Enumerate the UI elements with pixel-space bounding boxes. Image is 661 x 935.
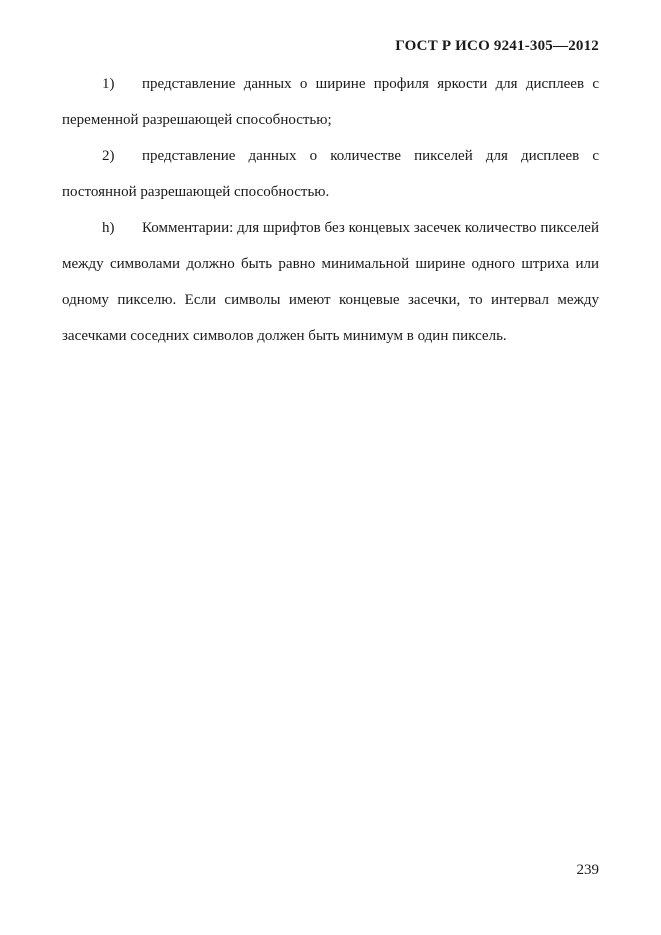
page-number: 239 bbox=[576, 862, 599, 878]
list-marker: h) bbox=[102, 220, 115, 236]
list-item-text: представление данных о количестве пикселей для дисплеев с постоянной разрешающей способностью. bbox=[62, 148, 599, 200]
list-item-text: представление данных о ширине профиля яркости для дисплеев с переменной разрешающей способностью; bbox=[62, 76, 599, 128]
list-item-text: Комментарии: для шрифтов без концевых засечек количество пикселей между символами должно быть равно минимальной ширине одного штриха или одному пикселю. Если символы имеют концевые засечки, то интервал между засечками соседних символов должен быть минимум в один пиксель. bbox=[62, 220, 599, 344]
list-item-h bbox=[62, 210, 599, 354]
list-item-2 bbox=[62, 138, 599, 210]
list-item-1 bbox=[62, 66, 599, 138]
document-header: ГОСТ Р ИСО 9241-305—2012 bbox=[395, 38, 599, 54]
list-marker: 2) bbox=[102, 148, 115, 164]
list-marker: 1) bbox=[102, 76, 115, 92]
